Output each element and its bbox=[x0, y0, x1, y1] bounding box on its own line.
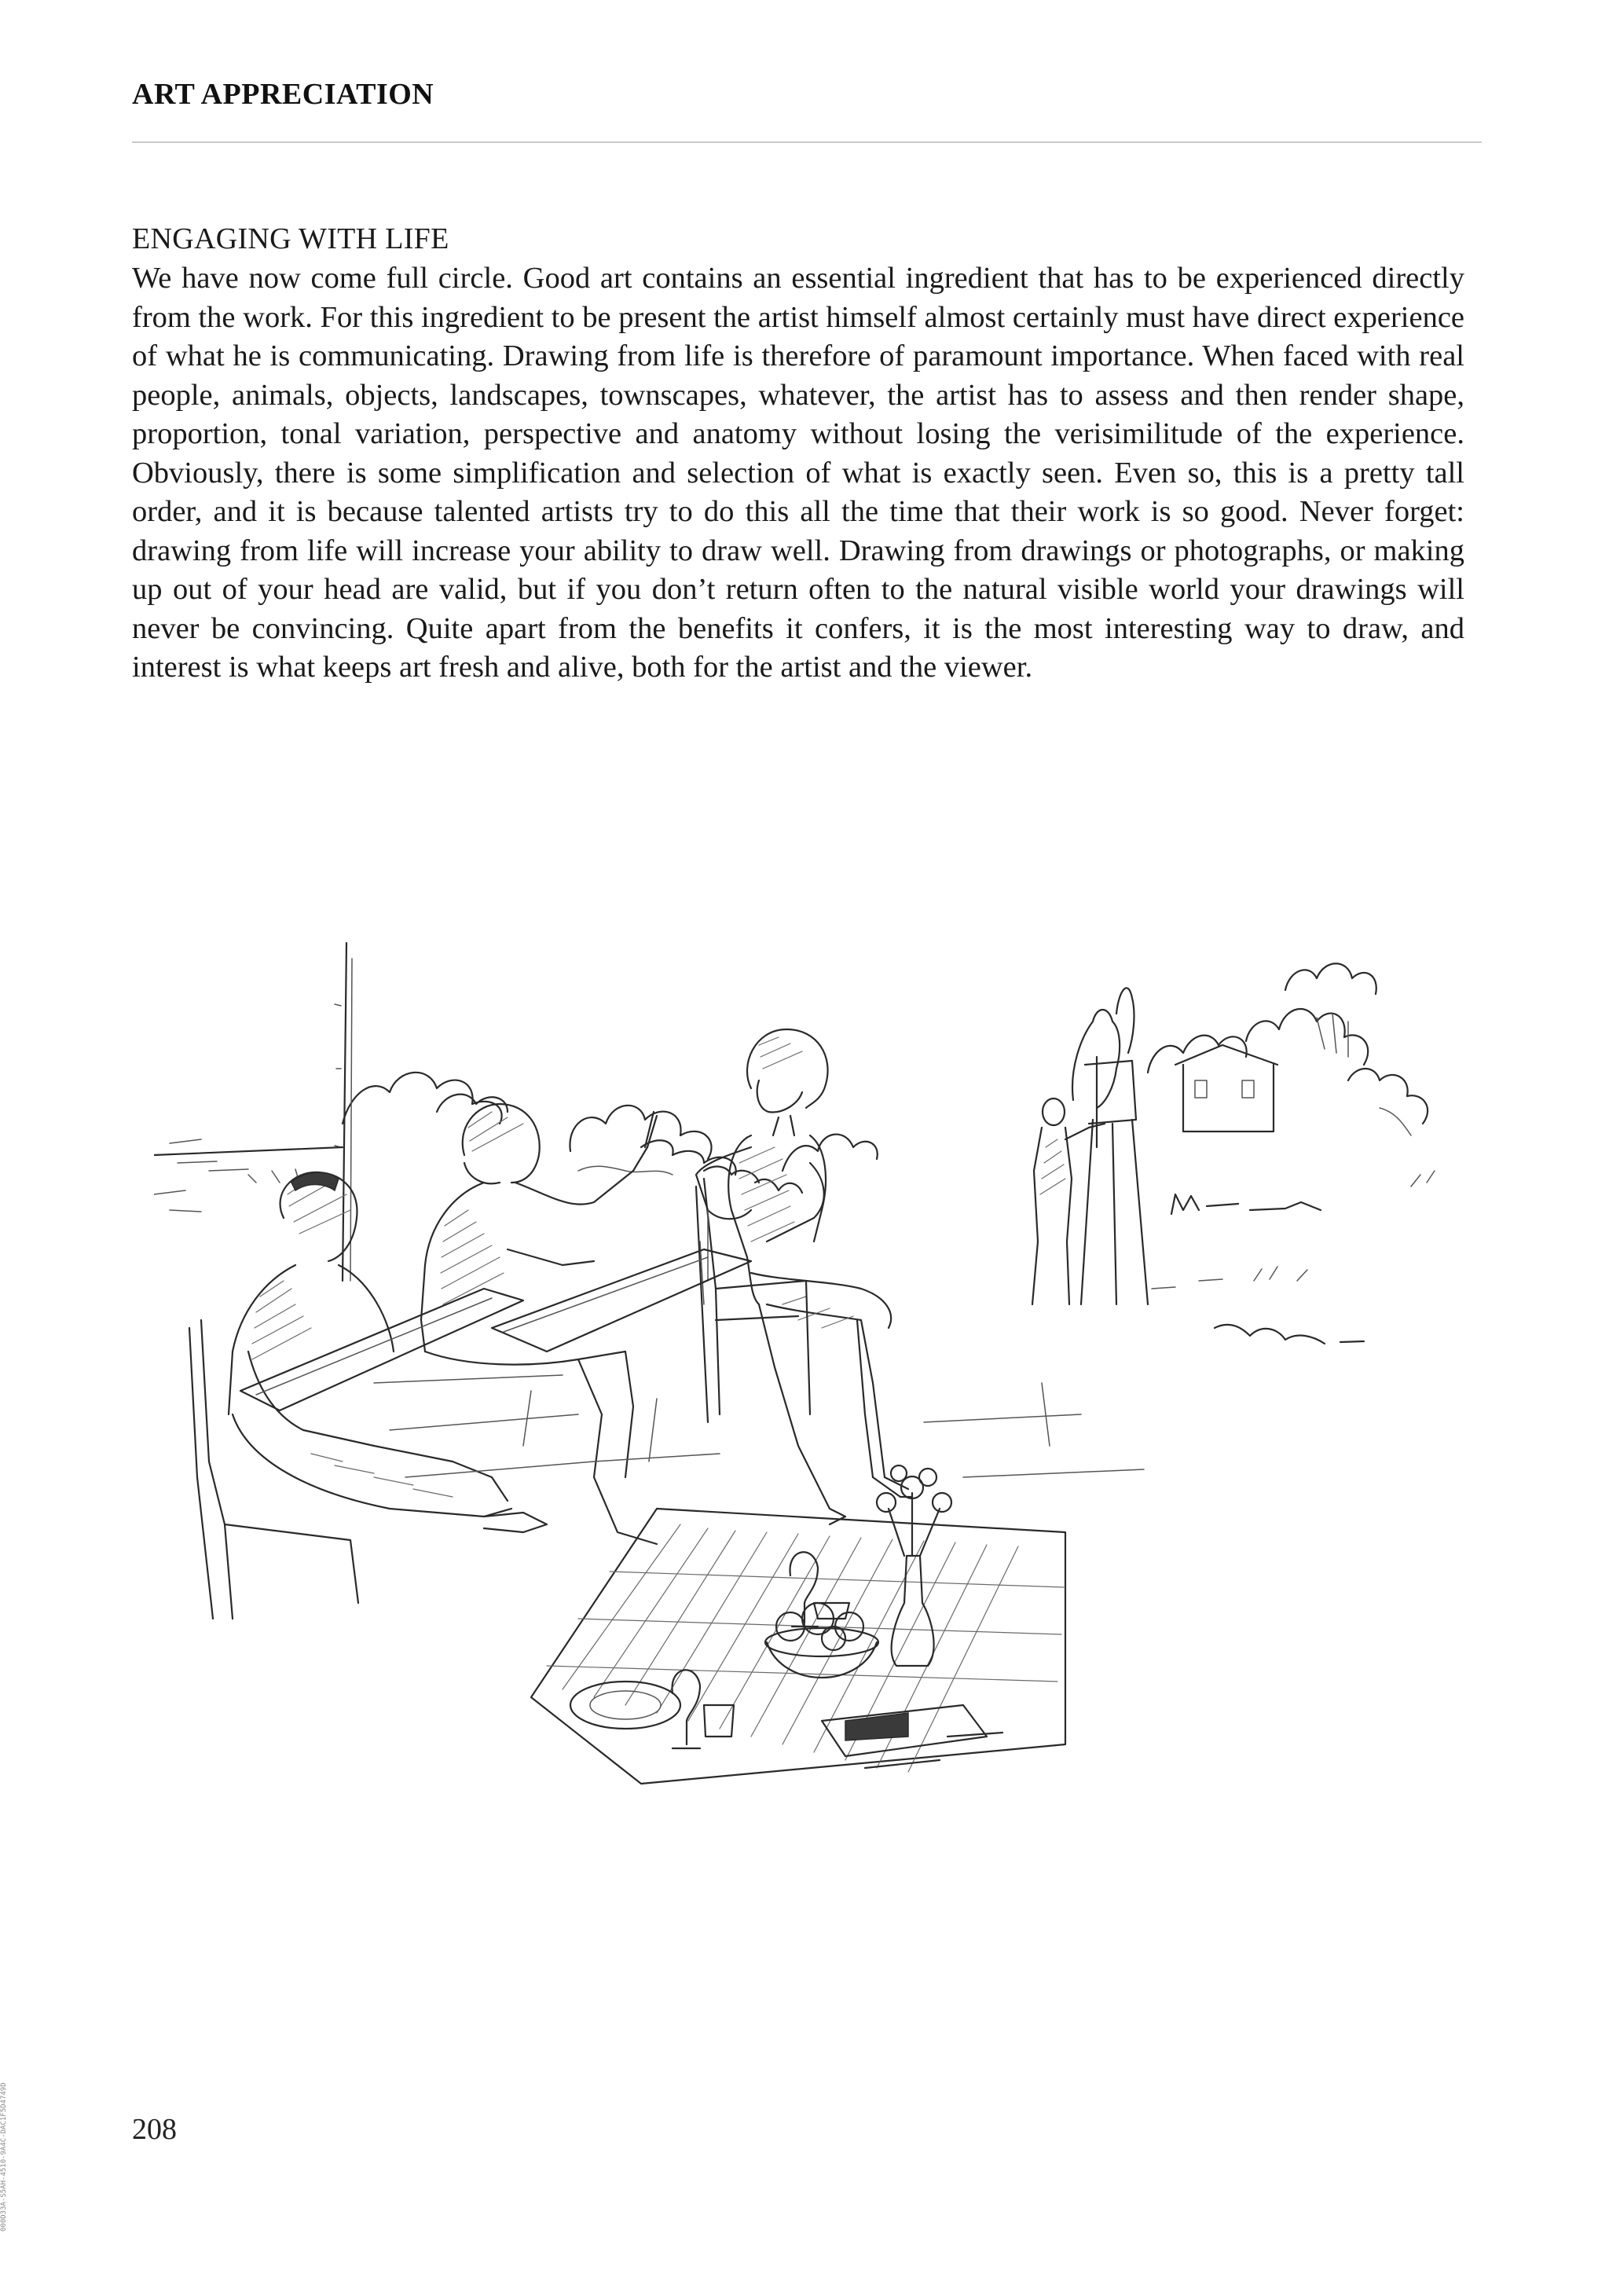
paving-slabs bbox=[374, 1375, 1144, 1477]
body-paragraph: We have now come full circle. Good art contains an essential ingredient that has to be experienced directly from the work. For this ingredient to be present the artist himself almost certainly must have direct experience of what he is communicating. Drawing from life is therefore of paramount importance. When faced with real people, animals, objects, landscapes, townscapes, whatever, the artist has to assess and then render shape, proportion, tonal variation, perspective and anatomy without losing the verisimilitude of the experience. Obviously, there is some simplification and selection of what is exactly seen. Even so, this is a pretty tall order, and it is because talented artists try to do this all the time that their work is so good. Never forget: drawing from life will increase your ability to draw well. Drawing from drawings or photographs, or making up out of your head are valid, but if you don’t return often to the natural visible world your drawings will never be convincing. Quite apart from the benefits it confers, it is the most interesting way to draw, and interest is what keeps art fresh and alive, both for the artist and the viewer. bbox=[132, 262, 1464, 684]
background-foliage bbox=[343, 963, 1428, 1193]
spine-code: 000D33A-S5AH-4510-9A4C-DAC1F5D4749D bbox=[0, 2082, 8, 2232]
distant-house bbox=[1175, 1045, 1277, 1131]
section-heading: ENGAGING WITH LIFE bbox=[132, 222, 449, 255]
older-man-sketching bbox=[189, 1172, 547, 1619]
garden-wall bbox=[154, 943, 352, 1281]
painter-at-easel bbox=[1032, 1057, 1148, 1304]
header-divider bbox=[132, 141, 1482, 143]
seated-woman bbox=[696, 1029, 912, 1524]
running-head-title: ART APPRECIATION bbox=[132, 78, 434, 111]
pencil-sketch-illustration bbox=[154, 911, 1490, 1902]
page-number: 208 bbox=[132, 2113, 177, 2146]
picnic-spread bbox=[531, 1465, 1065, 1784]
grass-strokes bbox=[1152, 1171, 1435, 1344]
